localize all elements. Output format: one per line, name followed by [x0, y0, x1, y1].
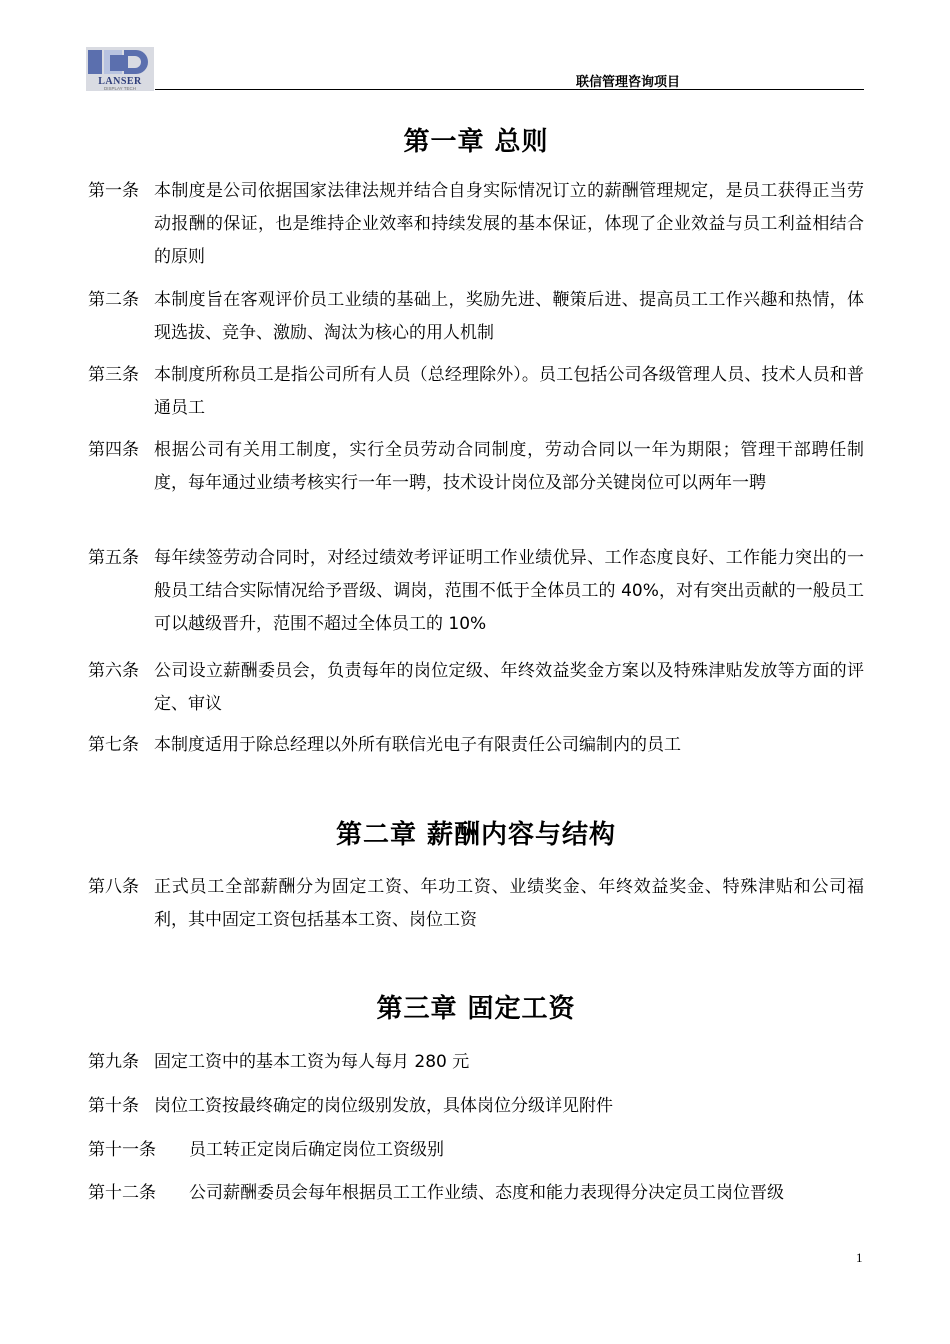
article-number: 第十一条 [88, 1140, 156, 1160]
article-1 [88, 175, 864, 274]
article-text: 本制度旨在客观评价员工业绩的基础上，奖励先进、鞭策后进、提高员工工作兴趣和热情，体现选拔、竞争、激励、淘汰为核心的用人机制 [154, 290, 864, 343]
company-logo [86, 47, 154, 91]
article-10 [88, 1090, 864, 1123]
article-7 [88, 729, 864, 762]
article-6 [88, 655, 864, 721]
page-number: 1 [856, 1250, 863, 1265]
chapter-2-title: 第二章 薪酬内容与结构 [335, 820, 617, 850]
article-text: 根据公司有关用工制度，实行全员劳动合同制度，劳动合同以一年为期限；管理干部聘任制度，每年通过业绩考核实行一年一聘，技术设计岗位及部分关键岗位可以两年一聘 [154, 440, 864, 493]
article-text: 每年续签劳动合同时，对经过绩效考评证明工作业绩优异、工作态度良好、工作能力突出的一般员工结合实际情况给予晋级、调岗，范围不低于全体员工的 40%，对有突出贡献的一般员工可以越级晋升，范围不超过全体员工的 10% [154, 548, 864, 634]
article-4 [88, 434, 864, 500]
article-text: 本制度是公司依据国家法律法规并结合自身实际情况订立的薪酬管理规定，是员工获得正当劳动报酬的保证，也是维持企业效率和持续发展的基本保证，体现了企业效益与员工利益相结合的原则 [154, 181, 864, 267]
article-8 [88, 871, 864, 937]
article-number: 第五条 [88, 548, 139, 568]
article-number: 第二条 [88, 290, 139, 310]
article-text: 固定工资中的基本工资为每人每月 280 元 [154, 1052, 470, 1072]
article-number: 第三条 [88, 365, 139, 385]
article-text: 公司薪酬委员会每年根据员工工作业绩、态度和能力表现得分决定员工岗位晋级 [189, 1183, 784, 1203]
article-3 [88, 359, 864, 425]
header-title: 联信管理咨询项目 [576, 75, 681, 90]
article-number: 第四条 [88, 440, 139, 460]
article-5 [88, 542, 864, 641]
article-number: 第八条 [88, 877, 139, 897]
chapter-1-title: 第一章 总则 [403, 127, 549, 157]
article-number: 第十二条 [88, 1183, 156, 1203]
article-text: 公司设立薪酬委员会，负责每年的岗位定级、年终效益奖金方案以及特殊津贴发放等方面的评定、审议 [154, 661, 864, 714]
article-text: 本制度适用于除总经理以外所有联信光电子有限责任公司编制内的员工 [154, 735, 681, 755]
article-number: 第九条 [88, 1052, 139, 1072]
header-divider [155, 89, 864, 90]
article-text: 正式员工全部薪酬分为固定工资、年功工资、业绩奖金、年终效益奖金、特殊津贴和公司福利，其中固定工资包括基本工资、岗位工资 [154, 877, 864, 930]
article-number: 第六条 [88, 661, 139, 681]
article-text: 员工转正定岗后确定岗位工资级别 [189, 1140, 444, 1160]
article-12 [88, 1177, 864, 1210]
article-text: 本制度所称员工是指公司所有人员（总经理除外）。员工包括公司各级管理人员、技术人员和普通员工 [154, 365, 864, 418]
article-text: 岗位工资按最终确定的岗位级别发放，具体岗位分级详见附件 [154, 1096, 613, 1116]
article-9 [88, 1046, 864, 1079]
article-number: 第七条 [88, 735, 139, 755]
chapter-3-title: 第三章 固定工资 [376, 994, 576, 1024]
article-11 [88, 1134, 864, 1167]
article-number: 第十条 [88, 1096, 139, 1116]
logo-text: LANSER [98, 76, 142, 87]
logo-subtext: DISPLAY TECH [103, 86, 137, 91]
article-2 [88, 284, 864, 350]
article-number: 第一条 [88, 181, 139, 201]
